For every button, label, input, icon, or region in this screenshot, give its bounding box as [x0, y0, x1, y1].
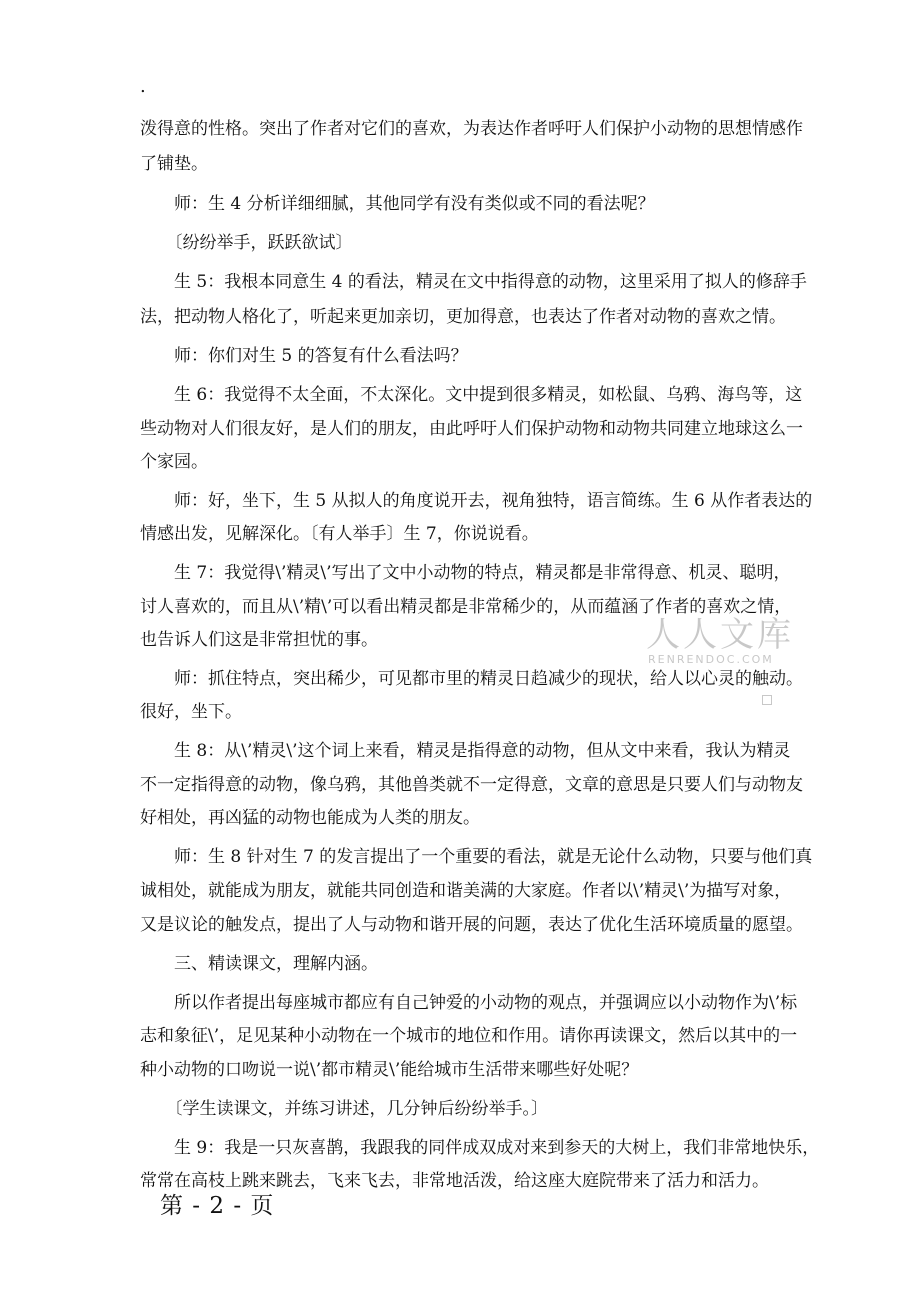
text-line: 种小动物的口吻说一说\’都市精灵\’能给城市生活带来哪些好处呢？: [140, 1060, 639, 1080]
text-line: 师：生 4 分析详细细腻，其他同学有没有类似或不同的看法呢？: [140, 194, 655, 214]
text-line: 师：好，坐下，生 5 从拟人的角度说开去，视角独特，语言简练。生 6 从作者表达的: [140, 491, 813, 511]
text-line: 所以作者提出每座城市都应有自己钟爱的小动物的观点，并强调应以小动物作为\’标: [140, 993, 798, 1013]
text-line: 泼得意的性格。突出了作者对它们的喜欢，为表达作者呼吁人们保护小动物的思想情感作: [140, 119, 803, 139]
text-line: 个家园。: [140, 452, 208, 472]
watermark-url: RENRENDOC.COM: [648, 653, 774, 666]
text-line: 〔纷纷举手，跃跃欲试〕: [140, 233, 353, 253]
text-line: 不一定指得意的动物，像乌鸦，其他兽类就不一定得意，文章的意思是只要人们与动物友: [140, 775, 803, 795]
text-line: 情感出发，见解深化。〔有人举手〕生 7，你说说看。: [140, 524, 539, 544]
text-line: 三、精读课文，理解内涵。: [140, 954, 378, 974]
text-line: 诚相处，就能成为朋友，就能共同创造和谐美满的大家庭。作者以\’精灵\’为描写对象，: [140, 881, 792, 901]
text-line: 了铺垫。: [140, 154, 208, 174]
page-footer: 第 - 2 - 页: [160, 1193, 275, 1219]
text-line: 好相处，再凶猛的动物也能成为人类的朋友。: [140, 808, 480, 828]
text-line: 生 6：我觉得不太全面，不太深化。文中提到很多精灵，如松鼠、乌鸦、海鸟等，这: [140, 385, 803, 405]
text-line: 志和象征\’，足见某种小动物在一个城市的地位和作用。请你再读课文，然后以其中的一: [140, 1026, 798, 1046]
text-line: 师：你们对生 5 的答复有什么看法吗？: [140, 346, 468, 366]
text-line: 很好，坐下。: [140, 702, 242, 722]
watermark: [646, 616, 794, 666]
text-line: 生 5：我根本同意生 4 的看法，精灵在文中指得意的动物，这里采用了拟人的修辞手: [140, 272, 807, 292]
text-line: 师：抓住特点，突出稀少，可见都市里的精灵日趋减少的现状，给人以心灵的触动。: [140, 669, 803, 689]
text-line: 讨人喜欢的，而且从\’精\’可以看出精灵都是非常稀少的，从而蕴涵了作者的喜欢之情，: [140, 597, 792, 617]
text-line: 生 7：我觉得\’精灵\’写出了文中小动物的特点，精灵都是非常得意、机灵、聪明，: [140, 563, 791, 583]
watermark-title: 人人文库: [646, 615, 794, 655]
text-line: 又是议论的触发点，提出了人与动物和谐开展的问题，表达了优化生活环境质量的愿望。: [140, 915, 803, 935]
text-line: 生 9：我是一只灰喜鹊，我跟我的同伴成双成对来到参天的大树上，我们非常地快乐，: [140, 1138, 820, 1158]
watermark-square-icon: [762, 695, 772, 705]
text-line: 〔学生读课文，并练习讲述，几分钟后纷纷举手。〕: [140, 1099, 548, 1119]
text-line: 些动物对人们很友好，是人们的朋友，由此呼吁人们保护动物和动物共同建立地球这么一: [140, 419, 803, 439]
text-line: 常常在高枝上跳来跳去，飞来飞去，非常地活泼，给这座大庭院带来了活力和活力。: [140, 1171, 769, 1191]
text-line: 也告诉人们这是非常担忧的事。: [140, 630, 378, 650]
text-line: 生 8：从\’精灵\’这个词上来看，精灵是指得意的动物，但从文中来看，我认为精灵: [140, 741, 791, 761]
page-marker: .: [140, 76, 146, 97]
text-line: 师：生 8 针对生 7 的发言提出了一个重要的看法，就是无论什么动物，只要与他们真: [140, 847, 813, 867]
text-line: 法，把动物人格化了，听起来更加亲切，更加得意，也表达了作者对动物的喜欢之情。: [140, 307, 786, 327]
